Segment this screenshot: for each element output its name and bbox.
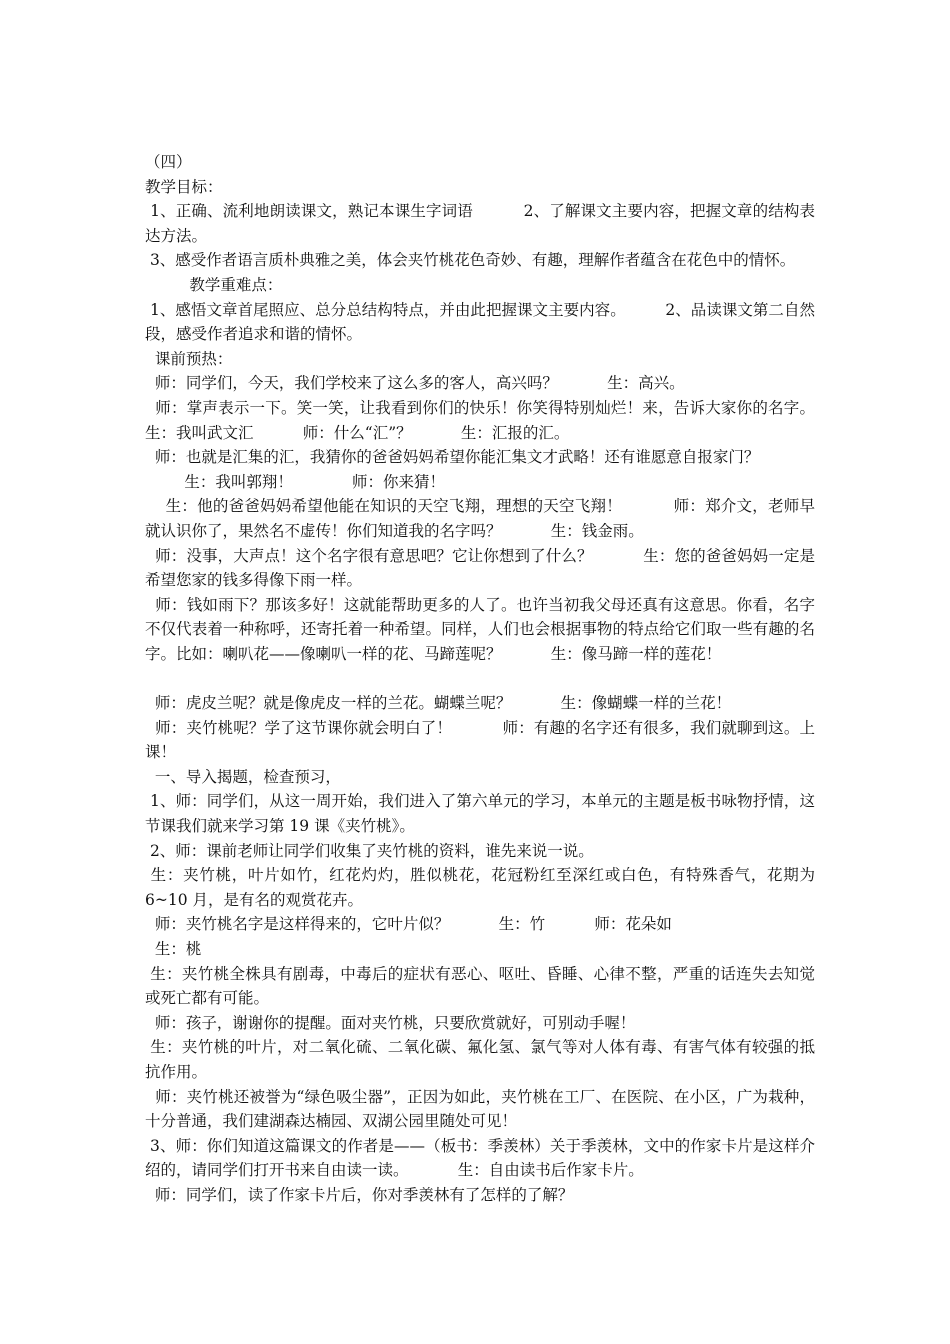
dialogue-line: 师：掌声表示一下。笑一笑，让我看到你们的快乐！你笑得特别灿烂！来，告诉大家你的名字。 生：我叫武文汇 师：什么“汇”？ 生：汇报的汇。 bbox=[145, 398, 865, 442]
dialogue-line: 生：我叫郭翔！ 师：你来猜！ bbox=[145, 472, 446, 491]
dialogue-line: 师：虎皮兰呢？就是像虎皮一样的兰花。蝴蝶兰呢？ 生：像蝴蝶一样的兰花！ bbox=[145, 694, 732, 713]
lesson-plan-text bbox=[145, 150, 865, 1208]
step-2: 2、师：课前老师让同学们收集了夹竹桃的资料，谁先来说一说。 bbox=[145, 841, 594, 860]
section-heading-intro: 一、导入揭题，检查预习， bbox=[145, 767, 341, 786]
blank-line bbox=[145, 666, 815, 691]
key-points: 1、感悟文章首尾照应、总分总结构特点，并由此把握课文主要内容。 2、品读课文第二自然段，感受作者追求和谐的情怀。 bbox=[145, 300, 815, 344]
dialogue-line: 生：夹竹桃全株具有剧毒，中毒后的症状有恶心、呕吐、昏睡、心律不整，严重的话连失去知觉或死亡都有可能。 bbox=[145, 964, 815, 1008]
objective-3: 3、感受作者语言质朴典雅之美，体会夹竹桃花色奇妙、有趣，理解作者蕴含在花色中的情怀。 bbox=[145, 251, 796, 270]
dialogue-line: 生：他的爸爸妈妈希望他能在知识的天空飞翔，理想的天空飞翔！ 师：郑介文，老师早就认识你了，果然名不虚传！你们知道我的名字吗？ 生：钱金雨。 bbox=[145, 497, 815, 540]
heading-warmup: 课前预热： bbox=[145, 349, 233, 368]
dialogue-line: 师：同学们，读了作家卡片后，你对季羡林有了怎样的了解？ bbox=[145, 1185, 574, 1204]
dialogue-line: 生：夹竹桃的叶片，对二氧化硫、二氧化碳、氟化氢、氯气等对人体有毒、有害气体有较强的抵抗作用。 bbox=[145, 1038, 815, 1081]
dialogue-line: 师：钱如雨下？那该多好！这就能帮助更多的人了。也许当初我父母还真有这意思。你看，名字不仅代表着一种称呼，还寄托着一种希望。同样，人们也会根据事物的特点给它们取一些有趣的名字。比如：喇叭花——像喇叭一样的花、马蹄莲呢？ 生：像马蹄一样的莲花！ bbox=[145, 595, 815, 663]
heading-objectives: 教学目标： bbox=[145, 177, 223, 196]
dialogue-line: 师：夹竹桃名字是这样得来的，它叶片似？ 生：竹 师：花朵如 bbox=[145, 915, 672, 934]
dialogue-line: 生：夹竹桃，叶片如竹，红花灼灼，胜似桃花，花冠粉红至深红或白色，有特殊香气，花期为 6~10 月，是有名的观赏花卉。 bbox=[145, 866, 820, 909]
dialogue-line: 师：孩子，谢谢你的提醒。面对夹竹桃，只要欣赏就好，可别动手喔！ bbox=[145, 1013, 636, 1032]
dialogue-line: 师：夹竹桃还被誉为“绿色吸尘器”，正因为如此，夹竹桃在工厂、在医院、在小区，广为栽种，十分普通，我们建湖森达楠园、双湖公园里随处可见！ bbox=[145, 1087, 815, 1131]
heading-key-points: 教学重难点： bbox=[145, 275, 283, 294]
step-3: 3、师：你们知道这篇课文的作者是——（板书：季羡林）关于季羡林，文中的作家卡片是这样介绍的，请同学们打开书来自由读一读。 生：自由读书后作家卡片。 bbox=[145, 1136, 815, 1180]
objective-1-2: 1、正确、流利地朗读课文，熟记本课生字词语 2、了解课文主要内容，把握文章的结构表达方法。 bbox=[145, 202, 815, 245]
dialogue-line: 师：也就是汇集的汇，我猜你的爸爸妈妈希望你能汇集文才武略！还有谁愿意自报家门？ bbox=[145, 448, 760, 467]
step-1: 1、师：同学们，从这一周开始，我们进入了第六单元的学习，本单元的主题是板书咏物抒情，这节课我们就来学习第 19 课《夹竹桃》。 bbox=[145, 792, 815, 836]
dialogue-line: 生：桃 bbox=[145, 940, 202, 958]
dialogue-line: 师：夹竹桃呢？学了这节课你就会明白了！ 师：有趣的名字还有很多，我们就聊到这。上课！ bbox=[145, 718, 815, 762]
section-number: （四） bbox=[145, 153, 192, 171]
dialogue-line: 师：同学们，今天，我们学校来了这么多的客人，高兴吗？ 生：高兴。 bbox=[145, 374, 685, 393]
dialogue-line: 师：没事，大声点！这个名字很有意思吧？它让你想到了什么？ 生：您的爸爸妈妈一定是希望您家的钱多得像下雨一样。 bbox=[145, 546, 815, 590]
